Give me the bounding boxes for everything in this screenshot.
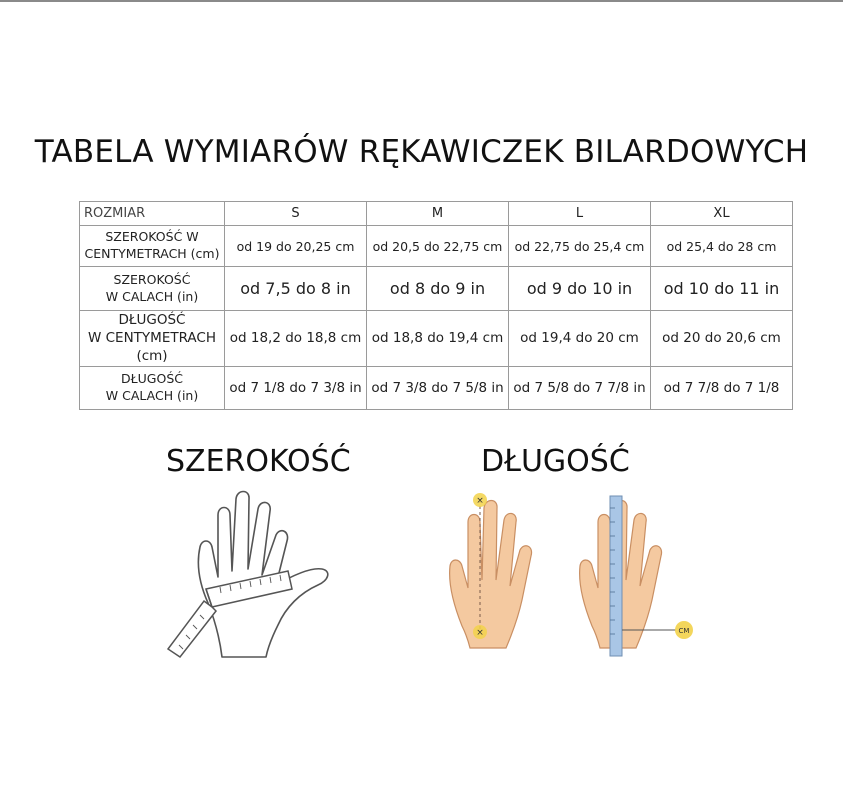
hand-outline xyxy=(198,492,327,658)
table-cell: od 9 do 10 in xyxy=(509,267,651,311)
row-label-line: SZEROKOŚĆ xyxy=(113,271,191,287)
svg-text:×: × xyxy=(476,628,484,638)
tape-measure-icon xyxy=(168,571,292,657)
table-cell: od 25,4 do 28 cm xyxy=(651,226,793,267)
palm-left xyxy=(450,493,532,648)
table-cell: od 7 1/8 do 7 3/8 in xyxy=(225,366,367,409)
row-label-line: CENTYMETRACH (cm) xyxy=(84,246,220,261)
table-cell: od 7 3/8 do 7 5/8 in xyxy=(367,366,509,409)
table-cell: od 22,75 do 25,4 cm xyxy=(509,226,651,267)
palm-right xyxy=(580,496,693,656)
table-row xyxy=(80,311,793,367)
size-header-s: S xyxy=(225,202,367,226)
hand-width-illustration xyxy=(160,485,360,665)
size-header-l: L xyxy=(509,202,651,226)
size-table-header-row xyxy=(80,202,793,226)
page-title: TABELA WYMIARÓW RĘKAWICZEK BILARDOWYCH xyxy=(34,134,809,170)
svg-text:×: × xyxy=(476,496,484,506)
row-label-line: DŁUGOŚĆ xyxy=(121,370,183,386)
row-label-width-in xyxy=(80,267,225,311)
table-cell: od 20,5 do 22,75 cm xyxy=(367,226,509,267)
table-cell: od 8 do 9 in xyxy=(367,267,509,311)
table-cell: od 19,4 do 20 cm xyxy=(509,311,651,367)
row-label-width-cm xyxy=(80,226,225,267)
table-cell: od 18,2 do 18,8 cm xyxy=(225,311,367,367)
table-row xyxy=(80,226,793,267)
row-label-line: W CENTYMETRACH (cm) xyxy=(87,330,217,365)
row-label-line: DŁUGOŚĆ xyxy=(118,312,186,328)
table-row xyxy=(80,366,793,409)
table-cell: od 7,5 do 8 in xyxy=(225,267,367,311)
hand-length-illustration xyxy=(440,488,710,660)
length-heading: DŁUGOŚĆ xyxy=(481,444,630,479)
top-border-line xyxy=(0,0,843,2)
cm-marker-label: CM xyxy=(678,627,690,635)
ruler-icon xyxy=(610,496,622,656)
row-label-line: W CALACH (in) xyxy=(105,387,199,403)
size-header-label: ROZMIAR xyxy=(80,202,225,226)
table-cell: od 7 5/8 do 7 7/8 in xyxy=(509,366,651,409)
table-cell: od 19 do 20,25 cm xyxy=(225,226,367,267)
size-header-m: M xyxy=(367,202,509,226)
row-label-line: W CALACH (in) xyxy=(105,288,199,304)
size-table xyxy=(79,201,793,410)
row-label-length-cm xyxy=(80,311,225,367)
table-row xyxy=(80,267,793,311)
width-heading: SZEROKOŚĆ xyxy=(166,444,351,479)
table-cell: od 10 do 11 in xyxy=(651,267,793,311)
table-cell: od 7 7/8 do 7 1/8 xyxy=(651,366,793,409)
table-cell: od 18,8 do 19,4 cm xyxy=(367,311,509,367)
row-label-length-in xyxy=(80,366,225,409)
row-label-line: SZEROKOŚĆ W xyxy=(105,229,199,245)
table-cell: od 20 do 20,6 cm xyxy=(651,311,793,367)
size-header-xl: XL xyxy=(651,202,793,226)
